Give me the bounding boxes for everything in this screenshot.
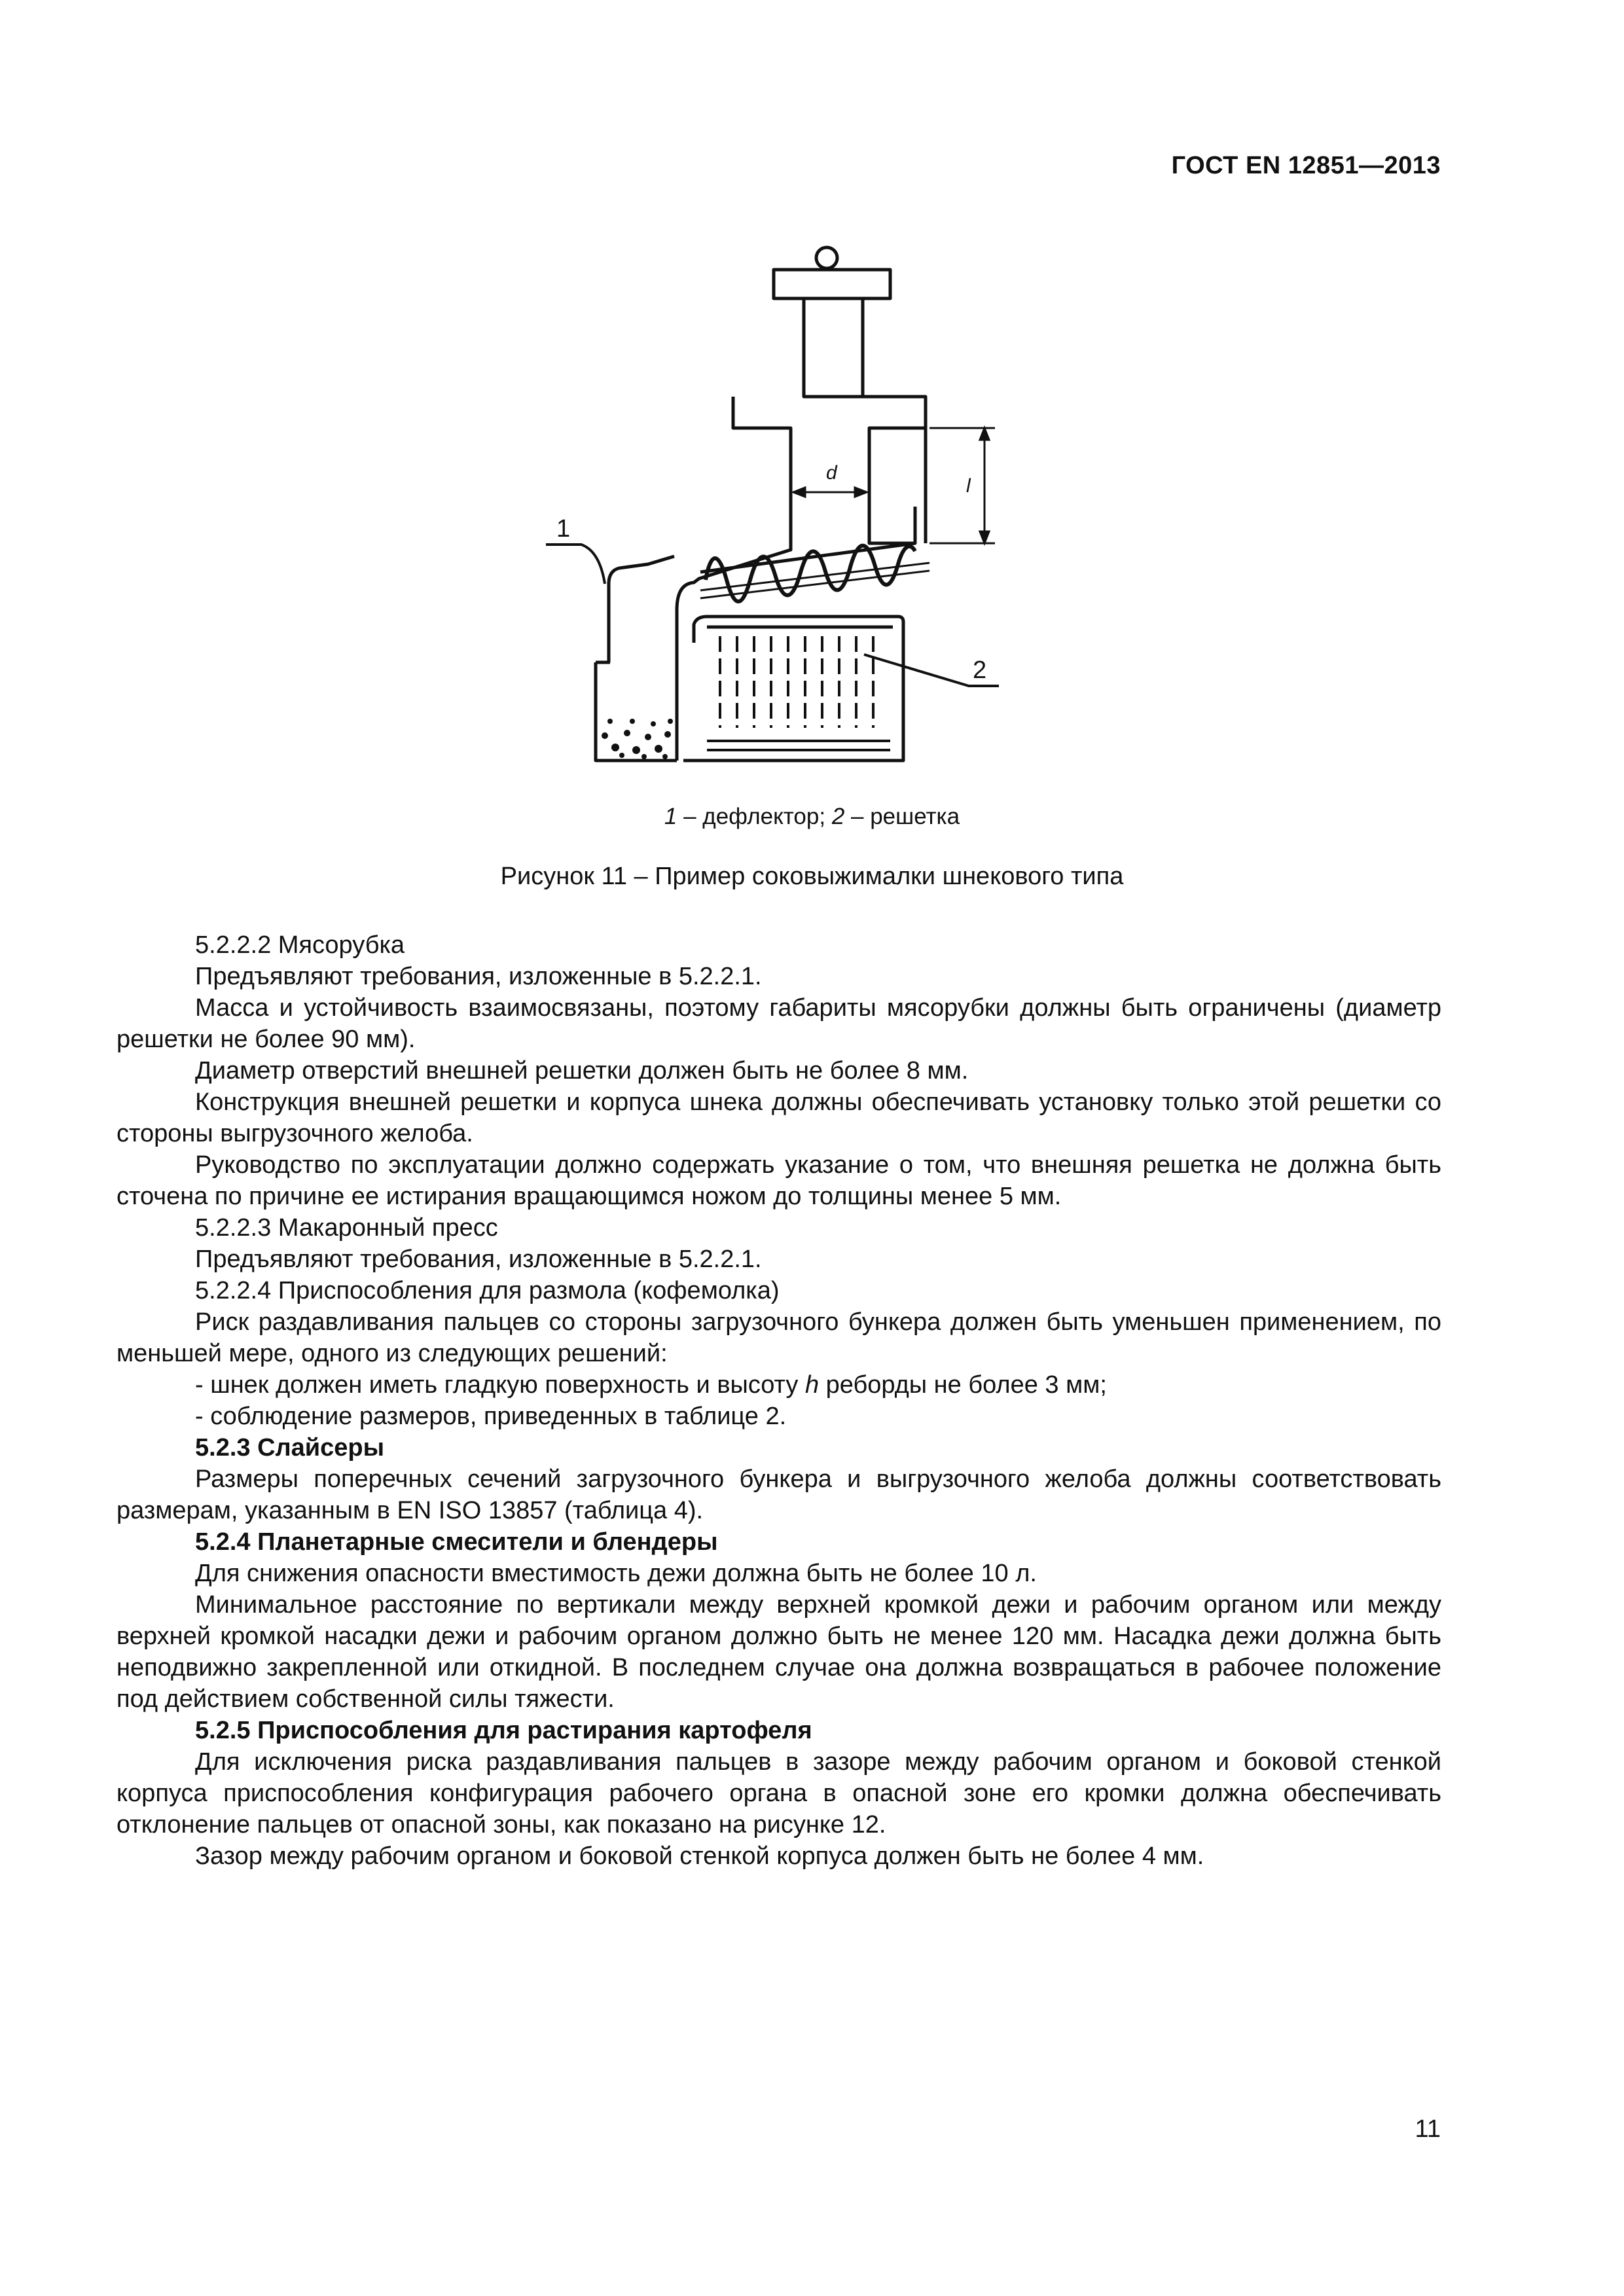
figure-legend: [0, 804, 1624, 830]
section-heading-5-2-4: 5.2.4 Планетарные смесители и блендеры: [195, 1528, 718, 1556]
paragraph: Конструкция внешней решетки и корпуса шнека должны обеспечивать установку только этой решетки со стороны выгрузочного желоба.: [117, 1088, 1441, 1147]
label-l: l: [966, 475, 971, 497]
plunger-stem: [804, 298, 863, 397]
dimension-l: [929, 428, 995, 543]
list-item: - шнек должен иметь гладкую поверхность и высоту h реборды не более 3 мм;: [195, 1371, 1107, 1399]
paragraph: Руководство по эксплуатации должно содержать указание о том, что внешняя решетка не должна быть сточена по причине ее истирания вращающимся ножом до толщины менее 5 мм.: [117, 1151, 1441, 1210]
label-callout-1: 1: [556, 515, 571, 543]
hopper-housing: [677, 397, 791, 761]
paragraph: Для снижения опасности вместимость дежи должна быть не более 10 л.: [195, 1560, 1037, 1587]
paragraph: Зазор между рабочим органом и боковой стенкой корпуса должен быть не более 4 мм.: [195, 1842, 1204, 1870]
paragraph: Риск раздавливания пальцев со стороны загрузочного бункера должен быть уменьшен применением, по меньшей мере, одного из следующих решений:: [117, 1308, 1441, 1367]
pulp-texture: [602, 719, 673, 759]
plunger-cap: [774, 270, 890, 298]
paragraph: Минимальное расстояние по вертикали между верхней кромкой дежи и рабочим органом или между верхней кромкой насадки дежи и рабочим органом должно быть не менее 120 мм. Насадка дежи должна быть неподвижно закрепленной или откидной. В последнем случае она должна возвращаться в рабочее положение под действием собственной силы тяжести.: [117, 1591, 1441, 1713]
plunger-knob: [816, 247, 837, 268]
paragraph: Размеры поперечных сечений загрузочного бункера и выгрузочного желоба должны соответствовать размерам, указанным в EN ISO 13857 (таблица 4).: [117, 1465, 1441, 1524]
legend-n2: 2: [831, 804, 845, 829]
figure-caption: Рисунок 11 – Пример соковыжималки шнекового типа: [500, 863, 1124, 890]
screw-axis-2: [700, 571, 929, 598]
outlet-box: [869, 428, 926, 543]
page-number: 11: [1415, 2115, 1441, 2143]
juice-box: [683, 617, 903, 761]
paragraph: Для исключения риска раздавливания пальцев в зазоре между рабочим органом и боковой стенкой корпуса приспособления конфигурация рабочего органа в опасной зоне его кромки должна обеспечивать отклонение пальцев от опасной зоны, как показано на рисунке 12.: [117, 1748, 1441, 1839]
paragraph: Предъявляют требования, изложенные в 5.2.2.1.: [195, 1246, 762, 1273]
hopper-right: [863, 397, 926, 543]
para-5-2-2-4: 5.2.2.4 Приспособления для размола (кофемолка): [195, 1277, 780, 1304]
label-d: d: [826, 462, 837, 484]
list-item: - соблюдение размеров, приведенных в таблице 2.: [195, 1403, 787, 1430]
figure-juicer-diagram: [537, 243, 1021, 780]
legend-t2: – решетка: [844, 804, 960, 829]
section-heading-5-2-3: 5.2.3 Слайсеры: [195, 1434, 385, 1462]
juicer-drawing: [537, 243, 1021, 780]
para-5-2-2-3: 5.2.2.3 Макаронный пресс: [195, 1214, 498, 1242]
section-heading-5-2-5: 5.2.5 Приспособления для растирания картофеля: [195, 1717, 812, 1744]
callout-1-leader: [546, 545, 605, 584]
body-text: [117, 929, 1441, 1872]
paragraph: Предъявляют требования, изложенные в 5.2.2.1.: [195, 963, 762, 990]
pulp-bin: [596, 662, 677, 761]
dimension-d: [793, 488, 867, 497]
deflector: [609, 556, 674, 662]
label-callout-2: 2: [973, 656, 987, 684]
document-header: ГОСТ EN 12851—2013: [1171, 152, 1441, 179]
sieve-grid: [720, 636, 873, 728]
paragraph: Диаметр отверстий внешней решетки должен быть не более 8 мм.: [195, 1057, 969, 1085]
legend-n1: 1: [664, 804, 677, 829]
juice-level: [707, 741, 890, 750]
legend-t1: – дефлектор;: [677, 804, 832, 829]
paragraph: Масса и устойчивость взаимосвязаны, поэтому габариты мясорубки должны быть ограничены (диаметр решетки не более 90 мм).: [117, 994, 1441, 1053]
para-5-2-2-2: 5.2.2.2 Мясорубка: [195, 931, 405, 959]
